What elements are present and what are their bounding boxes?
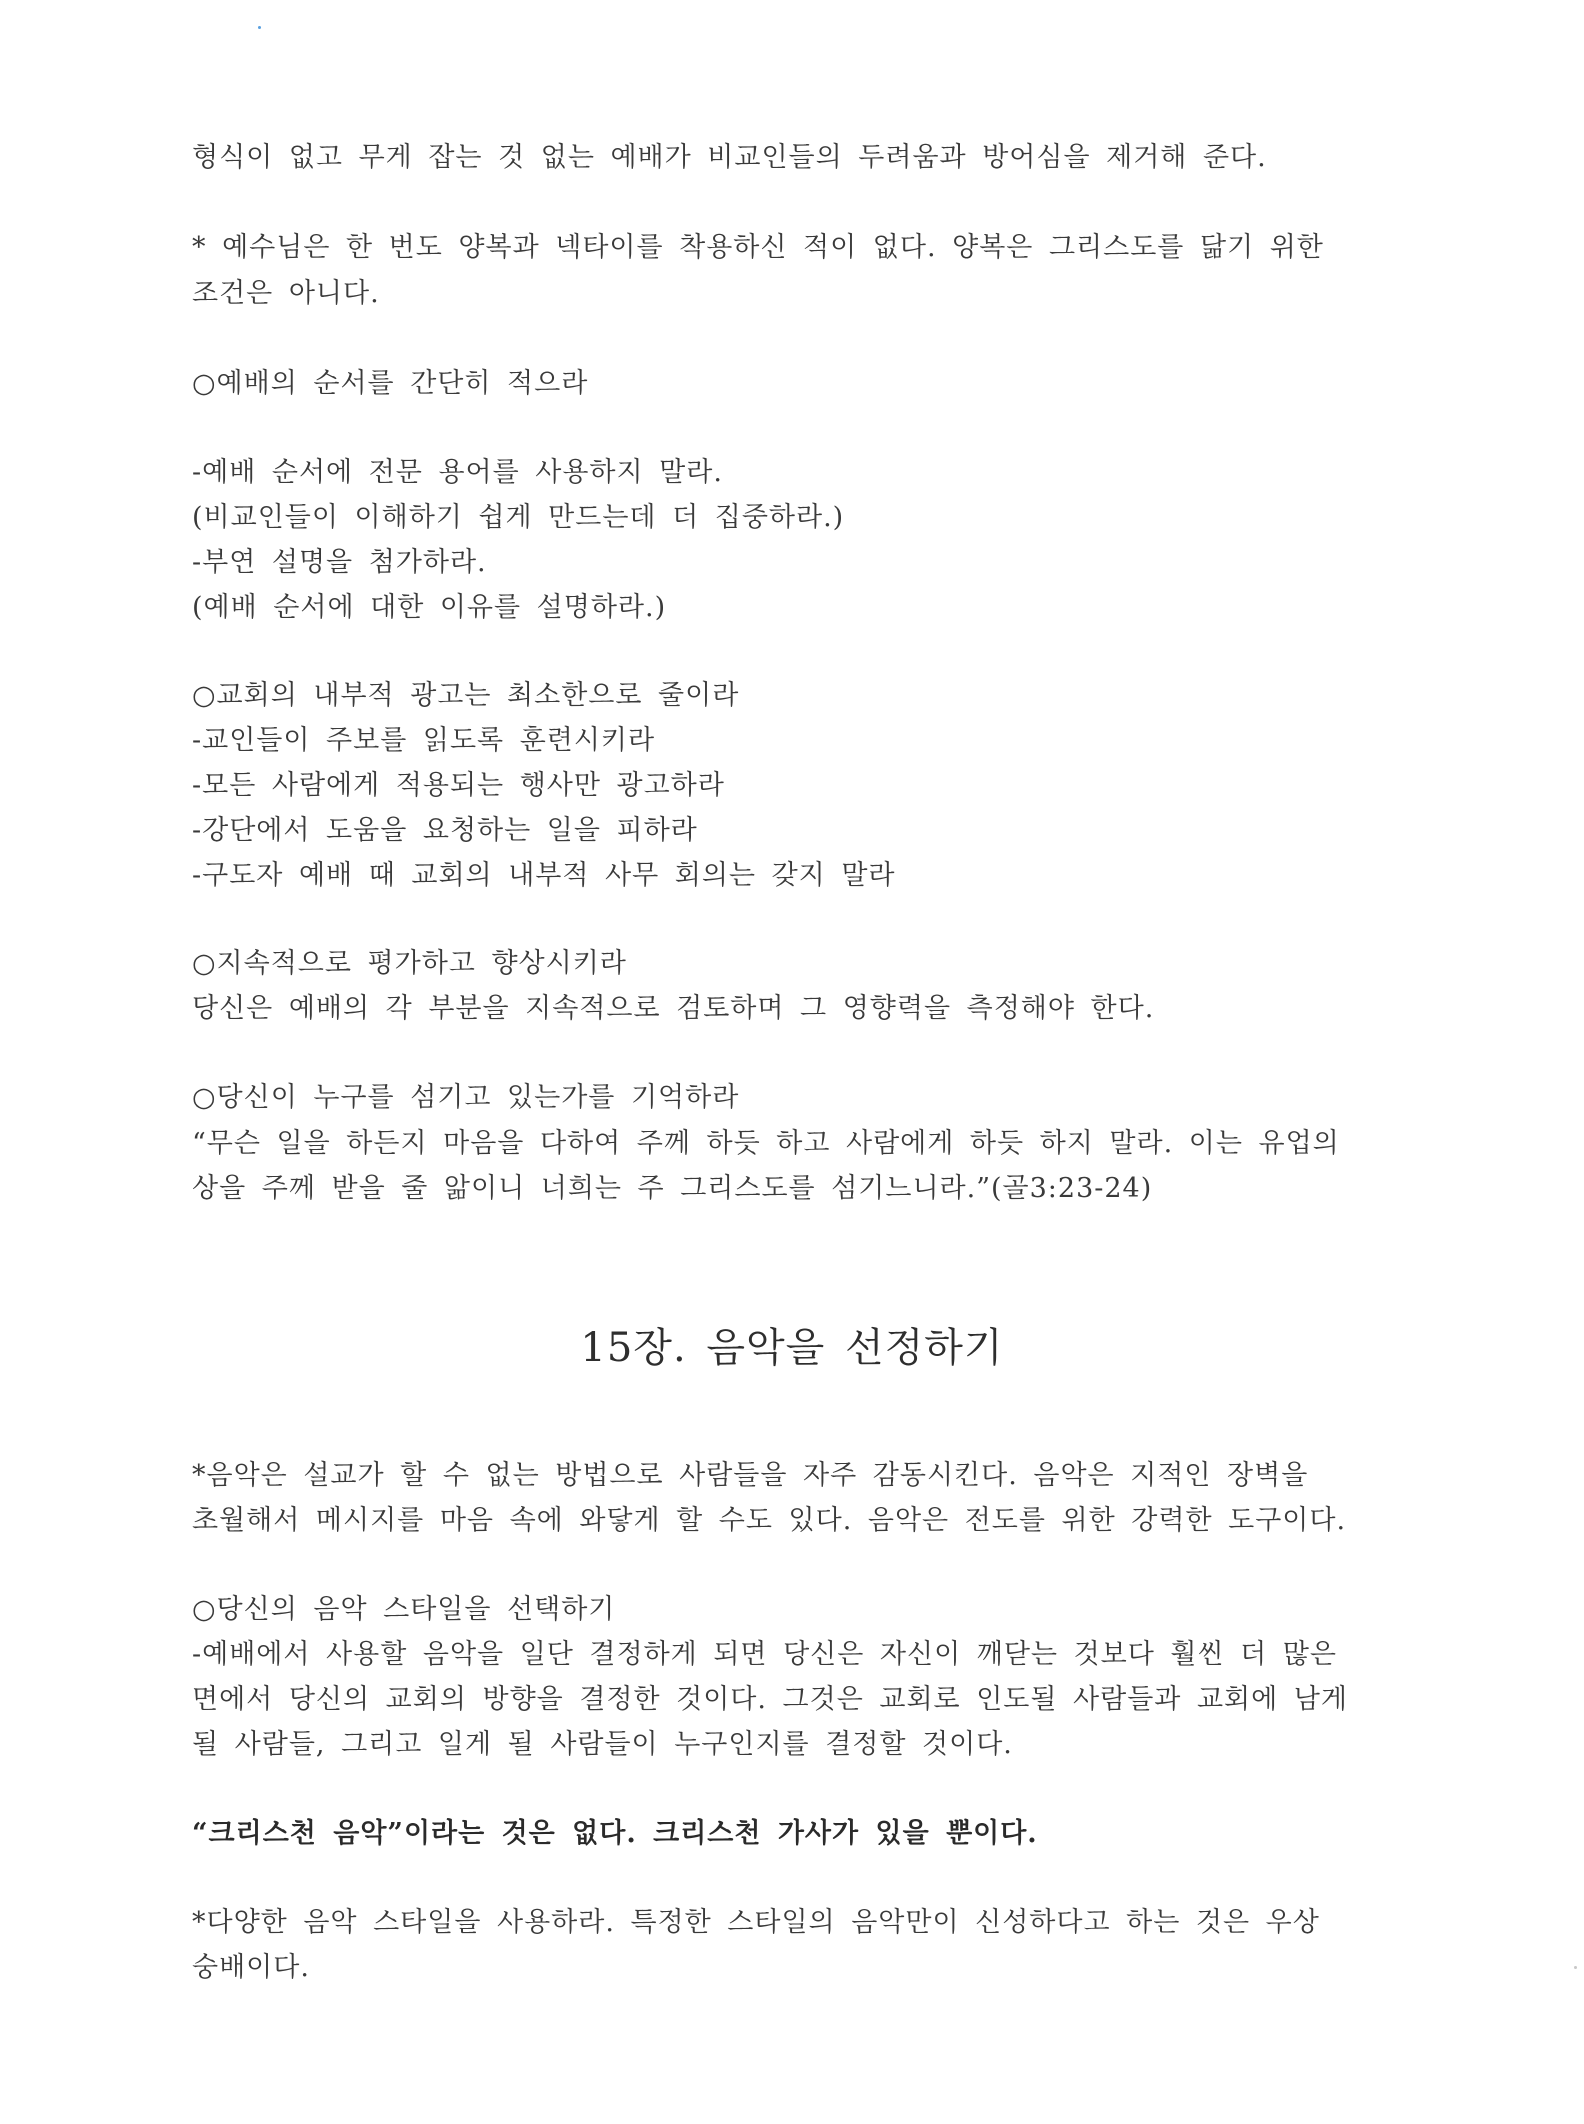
paragraph-line: *다양한 음악 스타일을 사용하라. 특정한 스타일의 음악만이 신성하다고 하는 것은 우상 (192, 1907, 1320, 1938)
list-item: -부연 설명을 첨가하라. (192, 547, 487, 578)
section-heading: ○당신의 음악 스타일을 선택하기 (192, 1594, 616, 1625)
list-item: -강단에서 도움을 요청하는 일을 피하라 (192, 815, 698, 846)
section-heading: ○예배의 순서를 간단히 적으라 (192, 368, 589, 399)
emphasis-line: “크리스천 음악”이라는 것은 없다. 크리스천 가사가 있을 뿐이다. (192, 1818, 1038, 1849)
scan-speck (1574, 1966, 1577, 1969)
quote-line: “무슨 일을 하든지 마음을 다하여 주께 하듯 하고 사람에게 하듯 하지 말라. 이는 유업의 (192, 1128, 1340, 1159)
paragraph-line: 될 사람들, 그리고 일게 될 사람들이 누구인지를 결정할 것이다. (192, 1729, 1013, 1760)
paragraph-line: 조건은 아니다. (192, 278, 380, 309)
section-heading: ○당신이 누구를 섬기고 있는가를 기억하라 (192, 1082, 740, 1113)
paragraph-line: *음악은 설교가 할 수 없는 방법으로 사람들을 자주 감동시킨다. 음악은 지적인 장벽을 (192, 1460, 1309, 1491)
paragraph-line: 면에서 당신의 교회의 방향을 결정한 것이다. 그것은 교회로 인도될 사람들과 교회에 남게 (192, 1684, 1348, 1715)
section-heading: ○지속적으로 평가하고 향상시키라 (192, 948, 627, 979)
chapter-title: 15장. 음악을 선정하기 (580, 1325, 1004, 1371)
list-item: -예배 순서에 전문 용어를 사용하지 말라. (192, 457, 723, 488)
paragraph-line: 당신은 예배의 각 부분을 지속적으로 검토하며 그 영향력을 측정해야 한다. (192, 993, 1155, 1024)
list-item: -구도자 예배 때 교회의 내부적 사무 회의는 갖지 말라 (192, 860, 896, 891)
paragraph-line: -예배에서 사용할 음악을 일단 결정하게 되면 당신은 자신이 깨닫는 것보다 훨씬 더 많은 (192, 1639, 1337, 1670)
paragraph-line: * 예수님은 한 번도 양복과 넥타이를 착용하신 적이 없다. 양복은 그리스도를 닮기 위한 (192, 232, 1324, 263)
scan-speck (258, 26, 261, 29)
list-item-note: (비교인들이 이해하기 쉽게 만드는데 더 집중하라.) (192, 502, 845, 533)
list-item: -모든 사람에게 적용되는 행사만 광고하라 (192, 770, 725, 801)
list-item-note: (예배 순서에 대한 이유를 설명하라.) (192, 592, 667, 623)
list-item: -교인들이 주보를 읽도록 훈련시키라 (192, 725, 656, 756)
paragraph-line: 초월해서 메시지를 마음 속에 와닿게 할 수도 있다. 음악은 전도를 위한 강력한 도구이다. (192, 1505, 1347, 1536)
section-heading: ○교회의 내부적 광고는 최소한으로 줄이라 (192, 680, 740, 711)
paragraph-line: 형식이 없고 무게 잡는 것 없는 예배가 비교인들의 두려움과 방어심을 제거해 준다. (192, 142, 1267, 173)
paragraph-line: 숭배이다. (192, 1952, 310, 1983)
quote-line: 상을 주께 받을 줄 앎이니 너희는 주 그리스도를 섬기느니라.”(골3:23-24) (192, 1173, 1153, 1204)
